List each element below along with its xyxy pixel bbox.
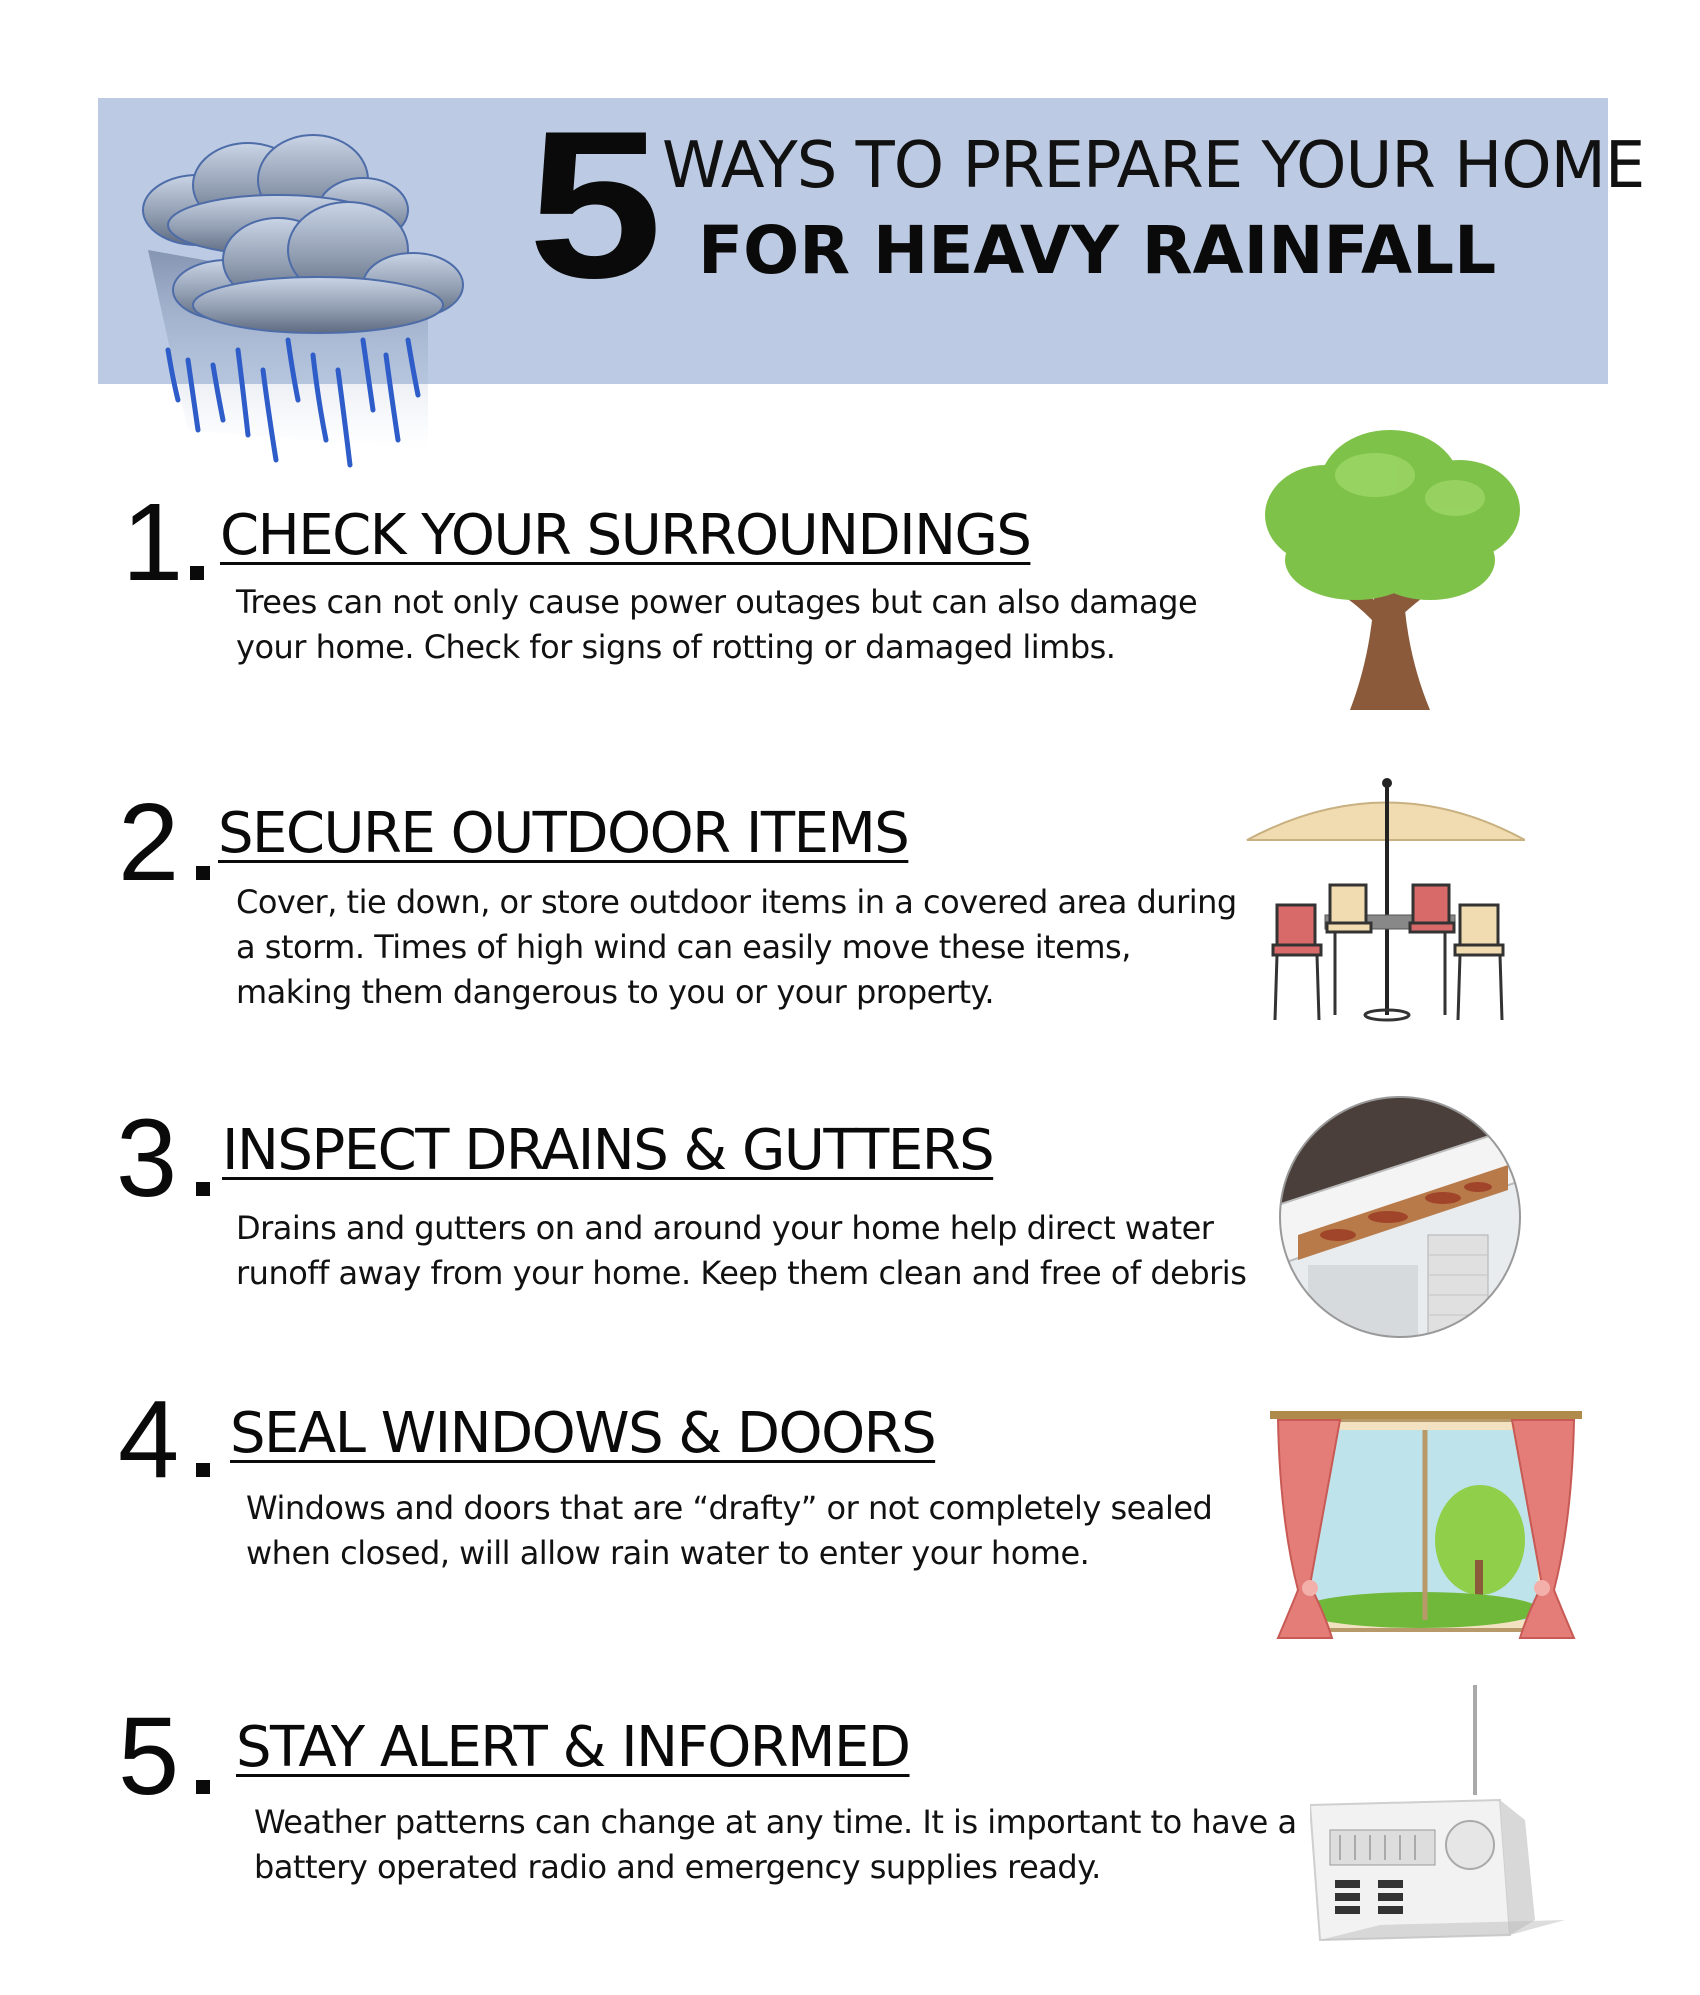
title-line-1: WAYS TO PREPARE YOUR HOME [662,129,1645,203]
step-3-number: 3 [116,1097,174,1220]
step-4-line-1: Windows and doors that are “drafty” or not completely sealed [246,1489,1213,1527]
step-2-dot [196,866,210,880]
step-3-title: INSPECT DRAINS & GUTTERS [222,1118,994,1183]
step-5-dot [196,1780,210,1794]
title-line-2: FOR HEAVY RAINFALL [698,212,1497,289]
step-5-line-1: Weather patterns can change at any time. It is important to have a [254,1803,1297,1841]
step-1-text [236,580,1197,670]
step-2-number: 2 [118,781,176,904]
step-4-text [246,1486,1212,1576]
step-1-line-2: your home. Check for signs of rotting or damaged limbs. [236,628,1116,666]
step-2-line-2: a storm. Times of high wind can easily move these items, [236,928,1131,966]
step-5-number: 5 [118,1695,176,1818]
tree-icon [1255,420,1525,720]
radio-icon [1310,1685,1575,1945]
step-2-text [236,880,1237,1015]
step-5-text [254,1800,1297,1890]
step-1-dot [190,566,204,580]
step-3-dot [196,1182,210,1196]
gutter-icon [1278,1095,1523,1340]
step-4-title: SEAL WINDOWS & DOORS [230,1401,936,1466]
window-icon [1270,1410,1582,1642]
step-2-title: SECURE OUTDOOR ITEMS [218,801,909,866]
step-1-line-1: Trees can not only cause power outages but can also damage [236,583,1198,621]
step-1-title: CHECK YOUR SURROUNDINGS [220,503,1031,568]
step-2-line-3: making them dangerous to you or your property. [236,973,995,1011]
rain-cloud-icon [128,130,548,490]
step-3-line-1: Drains and gutters on and around your home help direct water [236,1209,1214,1247]
step-2-line-1: Cover, tie down, or store outdoor items in a covered area during [236,883,1237,921]
step-4-dot [196,1463,210,1477]
step-3-text [236,1206,1246,1296]
step-5-line-2: battery operated radio and emergency supplies ready. [254,1848,1101,1886]
step-3-line-2: runoff away from your home. Keep them clean and free of debris [236,1254,1247,1292]
step-1-number: 1 [122,481,180,604]
patio-furniture-icon [1245,775,1525,1030]
title-number: 5 [528,87,656,322]
step-5-title: STAY ALERT & INFORMED [236,1715,910,1780]
step-4-number: 4 [118,1378,176,1501]
step-4-line-2: when closed, will allow rain water to enter your home. [246,1534,1090,1572]
